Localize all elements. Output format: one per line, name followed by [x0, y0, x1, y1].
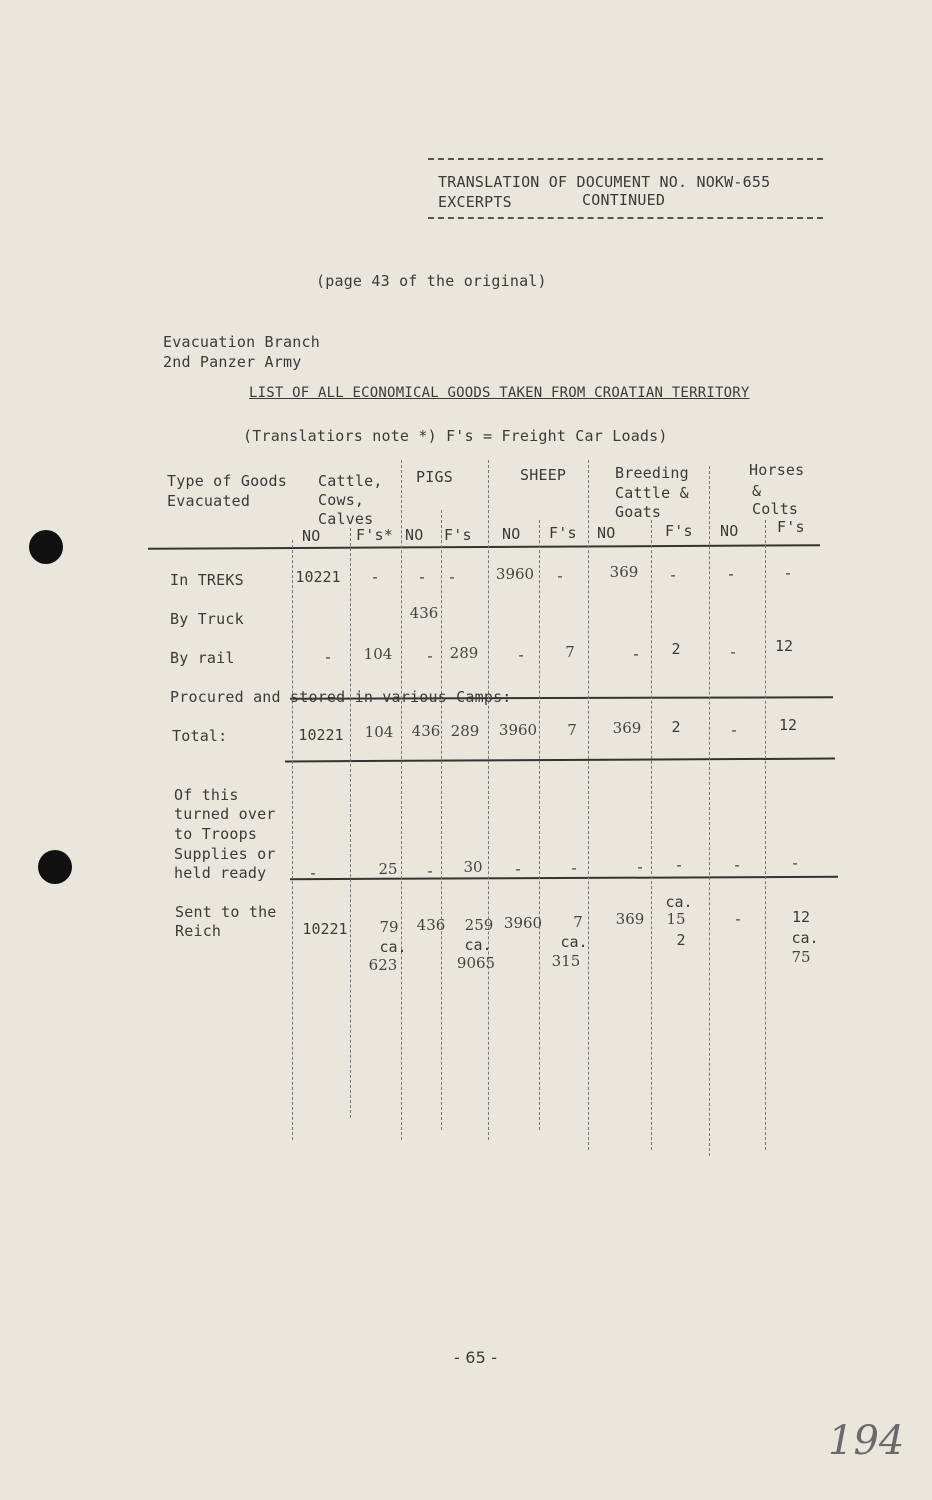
treks-horses-fs: -	[783, 564, 793, 582]
troops-sheep-fs: -	[569, 859, 579, 877]
rail-cattle-fs: 104	[363, 645, 393, 663]
page-reference: (page 43 of the original)	[316, 272, 547, 290]
rail-pigs-no: -	[425, 647, 435, 665]
col-divider-2	[350, 528, 351, 1118]
header-type-1: Type of Goods	[167, 472, 287, 490]
troops-horses-fs: -	[790, 854, 800, 872]
reich-cattle-fs: 79	[379, 918, 399, 936]
troops-rule	[290, 876, 838, 880]
col-divider-6	[539, 520, 540, 1130]
total-rule	[285, 758, 835, 763]
subheader-pigs-fs: F's	[444, 526, 472, 544]
reich-breeding-fs-2: 2	[676, 931, 686, 949]
row-label-troops-1: Of this	[174, 786, 239, 804]
reich-sheep-fs-approx: 315	[551, 952, 581, 970]
reich-sheep-fs: 7	[573, 913, 583, 931]
header-line-2-left: EXCERPTS	[438, 193, 512, 211]
row-label-rail: By rail	[170, 649, 235, 667]
row-label-troops-3: to Troops	[174, 825, 258, 843]
rail-breeding-fs: 2	[671, 640, 681, 658]
treks-pigs-no: -	[417, 568, 427, 586]
header-breeding-1: Breeding	[615, 464, 689, 482]
treks-sheep-no: 3960	[495, 565, 535, 583]
punch-hole-bottom	[38, 850, 72, 884]
total-pigs-fs: 289	[450, 722, 480, 740]
total-horses-no: -	[729, 721, 739, 739]
col-divider-4	[441, 510, 442, 1130]
sender-line-2: 2nd Panzer Army	[163, 353, 302, 371]
troops-breeding-no: -	[635, 858, 645, 876]
header-horses-1: Horses	[749, 461, 805, 479]
header-cattle-2: Cows,	[318, 491, 365, 509]
row-label-troops-2: turned over	[174, 805, 276, 823]
total-breeding-fs: 2	[671, 718, 681, 736]
treks-breeding-fs: -	[668, 566, 678, 584]
total-pigs-no: 436	[411, 722, 441, 740]
reich-horses-no: -	[733, 910, 743, 928]
reich-pigs-fs-approx: 9065	[456, 954, 496, 972]
subheader-horses-no: NO	[720, 522, 739, 540]
row-label-procured: Procured and stored in various Camps:	[170, 688, 512, 706]
reich-breeding-no: 369	[615, 910, 645, 928]
reich-breeding-fs: 15	[666, 910, 686, 928]
col-divider-8	[651, 520, 652, 1150]
subheader-cattle-fs: F's*	[356, 526, 393, 544]
reich-cattle-fs-ca: ca.	[379, 938, 407, 956]
truck-pigs-no: 436	[409, 604, 439, 622]
subheader-breeding-fs: F's	[665, 522, 693, 540]
header-cattle-3: Calves	[318, 510, 374, 528]
row-label-total: Total:	[172, 727, 228, 745]
total-cattle-no: 10221	[298, 726, 344, 744]
subheader-pigs-no: NO	[405, 526, 424, 544]
reich-pigs-no: 436	[416, 916, 446, 934]
treks-sheep-fs: -	[555, 567, 565, 585]
col-divider-1	[292, 540, 293, 1140]
treks-cattle-no: 10221	[295, 568, 341, 586]
header-type-2: Evacuated	[167, 492, 251, 510]
reich-cattle-fs-approx: 623	[368, 956, 398, 974]
row-label-truck: By Truck	[170, 610, 244, 628]
reich-sheep-no: 3960	[503, 914, 543, 932]
reich-cattle-no: 10221	[302, 920, 348, 938]
page-number: - 65 -	[454, 1348, 498, 1367]
row-label-troops-4: Supplies or	[174, 845, 276, 863]
punch-hole-top	[29, 530, 63, 564]
treks-cattle-fs: -	[370, 568, 380, 586]
subheader-breeding-no: NO	[597, 524, 616, 542]
troops-pigs-no: -	[425, 862, 435, 880]
troops-breeding-fs: -	[674, 856, 684, 874]
subheader-horses-fs: F's	[777, 518, 805, 536]
header-cattle-1: Cattle,	[318, 472, 383, 490]
handwritten-page-number: 194	[828, 1418, 905, 1464]
header-sheep: SHEEP	[520, 466, 567, 484]
header-pigs: PIGS	[416, 468, 453, 486]
reich-horses-fs: 12	[791, 908, 811, 926]
rail-sheep-fs: 7	[565, 643, 575, 661]
header-underline	[148, 544, 820, 550]
header-rule-bottom	[428, 217, 823, 219]
header-horses-3: Colts	[752, 500, 799, 518]
row-label-reich-2: Reich	[175, 922, 222, 940]
translator-note: (Translatiors note *) F's = Freight Car Loads)	[243, 427, 668, 445]
troops-cattle-fs: 25	[378, 860, 398, 878]
total-cattle-fs: 104	[364, 723, 394, 741]
header-breeding-2: Cattle &	[615, 484, 689, 502]
sender-line-1: Evacuation Branch	[163, 333, 320, 351]
reich-sheep-fs-ca: ca.	[560, 933, 588, 951]
reich-pigs-fs-ca: ca.	[464, 936, 492, 954]
total-sheep-fs: 7	[567, 721, 577, 739]
treks-breeding-no: 369	[609, 563, 639, 581]
troops-pigs-fs: 30	[463, 858, 483, 876]
subheader-sheep-no: NO	[502, 525, 521, 543]
rail-breeding-no: -	[631, 645, 641, 663]
reich-horses-fs-approx: 75	[791, 948, 811, 966]
reich-horses-fs-ca: ca.	[791, 929, 819, 947]
col-divider-10	[765, 520, 766, 1150]
troops-sheep-no: -	[513, 860, 523, 878]
rail-cattle-no: -	[323, 648, 333, 666]
header-line-1: TRANSLATION OF DOCUMENT NO. NOKW-655	[438, 173, 771, 191]
reich-pigs-fs: 259	[464, 916, 494, 934]
header-rule-top	[428, 158, 823, 160]
header-line-2-right: CONTINUED	[582, 191, 666, 209]
troops-cattle-no: -	[308, 864, 318, 882]
col-divider-7	[588, 460, 589, 1150]
reich-breeding-fs-ca: ca.	[665, 893, 693, 911]
col-divider-5	[488, 460, 489, 1140]
header-breeding-3: Goats	[615, 503, 662, 521]
row-label-reich-1: Sent to the	[175, 903, 277, 921]
row-label-troops-5: held ready	[174, 864, 267, 882]
troops-horses-no: -	[732, 856, 742, 874]
subheader-sheep-fs: F's	[549, 524, 577, 542]
rail-pigs-fs: 289	[449, 644, 479, 662]
col-divider-3	[401, 460, 402, 1140]
rail-horses-fs: 12	[774, 637, 794, 655]
rail-sheep-no: -	[516, 646, 526, 664]
document-title: LIST OF ALL ECONOMICAL GOODS TAKEN FROM CROATIAN TERRITORY	[249, 385, 750, 401]
treks-horses-no: -	[726, 565, 736, 583]
total-sheep-no: 3960	[498, 721, 538, 739]
total-horses-fs: 12	[778, 716, 798, 734]
subheader-cattle-no: NO	[302, 527, 321, 545]
treks-pigs-fs: -	[447, 568, 457, 586]
total-breeding-no: 369	[612, 719, 642, 737]
col-divider-9	[709, 466, 710, 1156]
rail-horses-no: -	[728, 643, 738, 661]
header-horses-2: &	[752, 482, 762, 500]
row-label-treks: In TREKS	[170, 571, 244, 589]
